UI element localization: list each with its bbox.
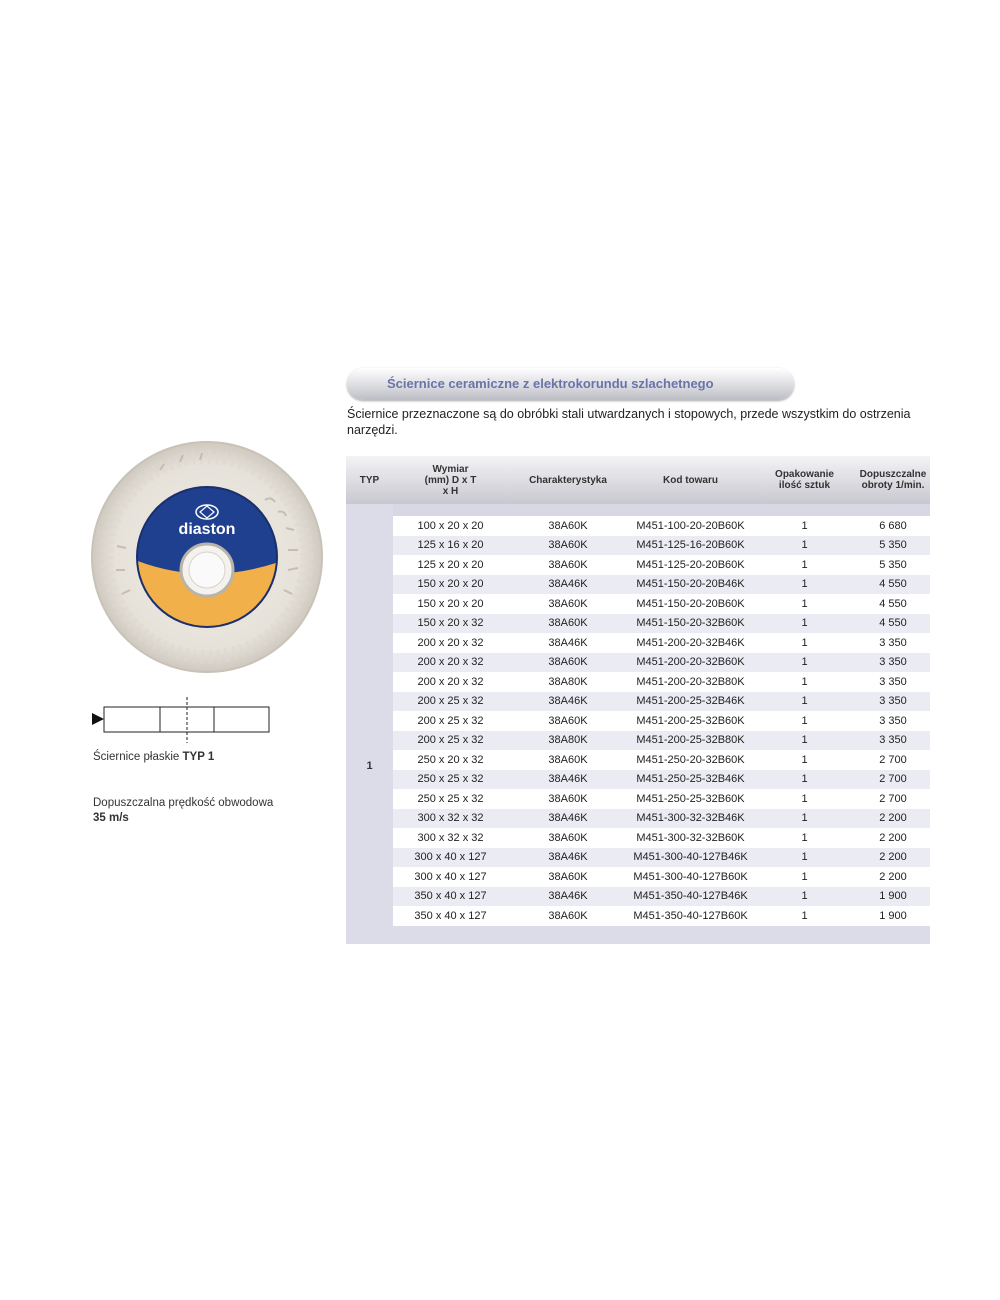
- cell-pack: 1: [801, 636, 808, 649]
- cell-code: M451-125-16-20B60K: [636, 539, 745, 552]
- product-table: [346, 456, 930, 944]
- cell-pack: 1: [801, 617, 808, 630]
- cell-code: M451-250-25-32B46K: [636, 773, 745, 786]
- cell-rpm: 3 350: [879, 636, 907, 649]
- cell-spec: 38A60K: [548, 714, 588, 727]
- cell-rpm: 3 350: [879, 695, 907, 708]
- cell-code: M451-250-20-32B60K: [636, 753, 745, 766]
- header-spec: Charakterystyka: [529, 474, 607, 486]
- cell-spec: 38A60K: [548, 792, 588, 805]
- cell-rpm: 2 200: [879, 851, 907, 864]
- cell-code: M451-200-20-32B80K: [636, 675, 745, 688]
- table-row: [393, 653, 930, 673]
- cell-dims: 200 x 20 x 32: [417, 636, 484, 649]
- cell-pack: 1: [801, 597, 808, 610]
- cell-code: M451-300-32-32B46K: [636, 812, 745, 825]
- cell-dims: 350 x 40 x 127: [414, 909, 487, 922]
- table-row: [393, 555, 930, 575]
- cell-spec: 38A80K: [548, 675, 588, 688]
- cell-rpm: 2 700: [879, 773, 907, 786]
- typ-column: [346, 504, 393, 934]
- cell-pack: 1: [801, 753, 808, 766]
- table-header: [346, 456, 930, 504]
- speed-label: Dopuszczalna prędkość obwodowa: [93, 797, 274, 809]
- cell-code: M451-300-32-32B60K: [636, 831, 745, 844]
- table-body: [393, 516, 930, 926]
- cell-code: M451-150-20-20B60K: [636, 597, 745, 610]
- cell-pack: 1: [801, 578, 808, 591]
- cell-dims: 300 x 40 x 127: [414, 870, 487, 883]
- profile-type: TYP 1: [182, 751, 215, 763]
- table-row: [393, 731, 930, 751]
- cell-spec: 38A46K: [548, 578, 588, 591]
- grinding-wheel-image: [90, 440, 325, 675]
- cell-rpm: 4 550: [879, 597, 907, 610]
- header-code: Kod towaru: [663, 474, 718, 486]
- cell-dims: 200 x 25 x 32: [417, 695, 484, 708]
- cell-pack: 1: [801, 909, 808, 922]
- cell-spec: 38A46K: [548, 695, 588, 708]
- cell-code: M451-350-40-127B46K: [633, 890, 748, 903]
- cell-spec: 38A46K: [548, 773, 588, 786]
- cell-spec: 38A60K: [548, 656, 588, 669]
- cell-code: M451-150-20-20B46K: [636, 578, 745, 591]
- cell-pack: 1: [801, 812, 808, 825]
- cell-dims: 200 x 25 x 32: [417, 734, 484, 747]
- section-intro: Ściernice przeznaczone są do obróbki stali utwardzanych i stopowych, przede wszystkim do ostrzenia narzędzi.: [347, 407, 911, 437]
- table-row: [393, 711, 930, 731]
- cell-dims: 125 x 16 x 20: [417, 539, 484, 552]
- table-row: [393, 867, 930, 887]
- cell-spec: 38A46K: [548, 890, 588, 903]
- table-row: [393, 633, 930, 653]
- brand-logo: diaston: [178, 521, 236, 538]
- cell-pack: 1: [801, 714, 808, 727]
- cell-rpm: 2 200: [879, 831, 907, 844]
- profile-diagram: [90, 695, 275, 745]
- cell-rpm: 3 350: [879, 656, 907, 669]
- cell-dims: 200 x 25 x 32: [417, 714, 484, 727]
- cell-code: M451-100-20-20B60K: [636, 519, 745, 532]
- cell-code: M451-300-40-127B46K: [633, 851, 748, 864]
- table-row: [393, 809, 930, 829]
- cell-pack: 1: [801, 792, 808, 805]
- table-row: [393, 516, 930, 536]
- cell-dims: 250 x 20 x 32: [417, 753, 484, 766]
- section-title-banner: [347, 368, 794, 400]
- table-row: [393, 906, 930, 926]
- cell-code: M451-200-25-32B60K: [636, 714, 745, 727]
- table-row: [393, 594, 930, 614]
- cell-spec: 38A60K: [548, 909, 588, 922]
- table-row: [393, 789, 930, 809]
- cell-dims: 150 x 20 x 20: [417, 597, 484, 610]
- cell-dims: 350 x 40 x 127: [414, 890, 487, 903]
- cell-code: M451-125-20-20B60K: [636, 558, 745, 571]
- cell-spec: 38A80K: [548, 734, 588, 747]
- cell-pack: 1: [801, 734, 808, 747]
- cell-pack: 1: [801, 558, 808, 571]
- cell-pack: 1: [801, 851, 808, 864]
- cell-rpm: 1 900: [879, 890, 907, 903]
- header-typ: TYP: [359, 474, 380, 486]
- cell-dims: 300 x 32 x 32: [417, 831, 484, 844]
- profile-caption: [93, 751, 214, 763]
- cell-pack: 1: [801, 890, 808, 903]
- cell-dims: 150 x 20 x 20: [417, 578, 484, 591]
- cell-pack: 1: [801, 519, 808, 532]
- table-row: [393, 692, 930, 712]
- cell-spec: 38A46K: [548, 851, 588, 864]
- speed-value: 35 m/s: [93, 812, 129, 824]
- cell-code: M451-150-20-32B60K: [636, 617, 745, 630]
- cell-spec: 38A60K: [548, 539, 588, 552]
- cell-dims: 125 x 20 x 20: [417, 558, 484, 571]
- table-row: [393, 672, 930, 692]
- speed-info: [93, 796, 273, 826]
- cell-dims: 300 x 40 x 127: [414, 851, 487, 864]
- cell-pack: 1: [801, 539, 808, 552]
- cell-pack: 1: [801, 773, 808, 786]
- cell-spec: 38A60K: [548, 831, 588, 844]
- profile-caption-prefix: Ściernice płaskie: [93, 751, 180, 763]
- cell-dims: 200 x 20 x 32: [417, 656, 484, 669]
- cell-rpm: 1 900: [879, 909, 907, 922]
- header-dims: Wymiar (mm) D x T x H: [424, 463, 477, 497]
- cell-dims: 250 x 25 x 32: [417, 773, 484, 786]
- cell-rpm: 4 550: [879, 617, 907, 630]
- table-footer: [346, 926, 930, 944]
- cell-dims: 200 x 20 x 32: [417, 675, 484, 688]
- table-row: [393, 848, 930, 868]
- cell-code: M451-350-40-127B60K: [633, 909, 748, 922]
- cell-rpm: 3 350: [879, 734, 907, 747]
- cell-rpm: 5 350: [879, 539, 907, 552]
- cell-pack: 1: [801, 675, 808, 688]
- header-pack: Opakowanie ilość sztuk: [775, 469, 834, 491]
- cell-code: M451-300-40-127B60K: [633, 870, 748, 883]
- table-row: [393, 575, 930, 595]
- cell-spec: 38A60K: [548, 753, 588, 766]
- cell-spec: 38A60K: [548, 597, 588, 610]
- cell-rpm: 2 700: [879, 792, 907, 805]
- table-row: [393, 770, 930, 790]
- table-row: [393, 828, 930, 848]
- cell-pack: 1: [801, 870, 808, 883]
- arrow-icon: [92, 713, 104, 725]
- cell-code: M451-200-20-32B46K: [636, 636, 745, 649]
- cell-spec: 38A60K: [548, 870, 588, 883]
- table-row: [393, 887, 930, 907]
- cell-dims: 150 x 20 x 32: [417, 617, 484, 630]
- cell-spec: 38A60K: [548, 519, 588, 532]
- cell-dims: 250 x 25 x 32: [417, 792, 484, 805]
- cell-dims: 100 x 20 x 20: [417, 519, 484, 532]
- cell-rpm: 3 350: [879, 675, 907, 688]
- cell-spec: 38A60K: [548, 558, 588, 571]
- cell-rpm: 2 700: [879, 753, 907, 766]
- cell-rpm: 6 680: [879, 519, 907, 532]
- table-spacer: [346, 504, 930, 516]
- cell-rpm: 5 350: [879, 558, 907, 571]
- cell-dims: 300 x 32 x 32: [417, 812, 484, 825]
- cell-code: M451-200-25-32B80K: [636, 734, 745, 747]
- cell-rpm: 2 200: [879, 870, 907, 883]
- table-row: [393, 750, 930, 770]
- table-row: [393, 536, 930, 556]
- cell-code: M451-200-20-32B60K: [636, 656, 745, 669]
- cell-spec: 38A46K: [548, 636, 588, 649]
- cell-spec: 38A46K: [548, 812, 588, 825]
- section-title: Ściernice ceramiczne z elektrokorundu szlachetnego: [387, 376, 714, 391]
- cell-code: M451-250-25-32B60K: [636, 792, 745, 805]
- header-rpm: Dopuszczalne obroty 1/min.: [859, 469, 927, 491]
- cell-code: M451-200-25-32B46K: [636, 695, 745, 708]
- cell-spec: 38A60K: [548, 617, 588, 630]
- cell-rpm: 4 550: [879, 578, 907, 591]
- cell-pack: 1: [801, 831, 808, 844]
- typ-value: 1: [366, 760, 373, 772]
- cell-pack: 1: [801, 695, 808, 708]
- table-row: [393, 614, 930, 634]
- cell-rpm: 3 350: [879, 714, 907, 727]
- cell-pack: 1: [801, 656, 808, 669]
- cell-rpm: 2 200: [879, 812, 907, 825]
